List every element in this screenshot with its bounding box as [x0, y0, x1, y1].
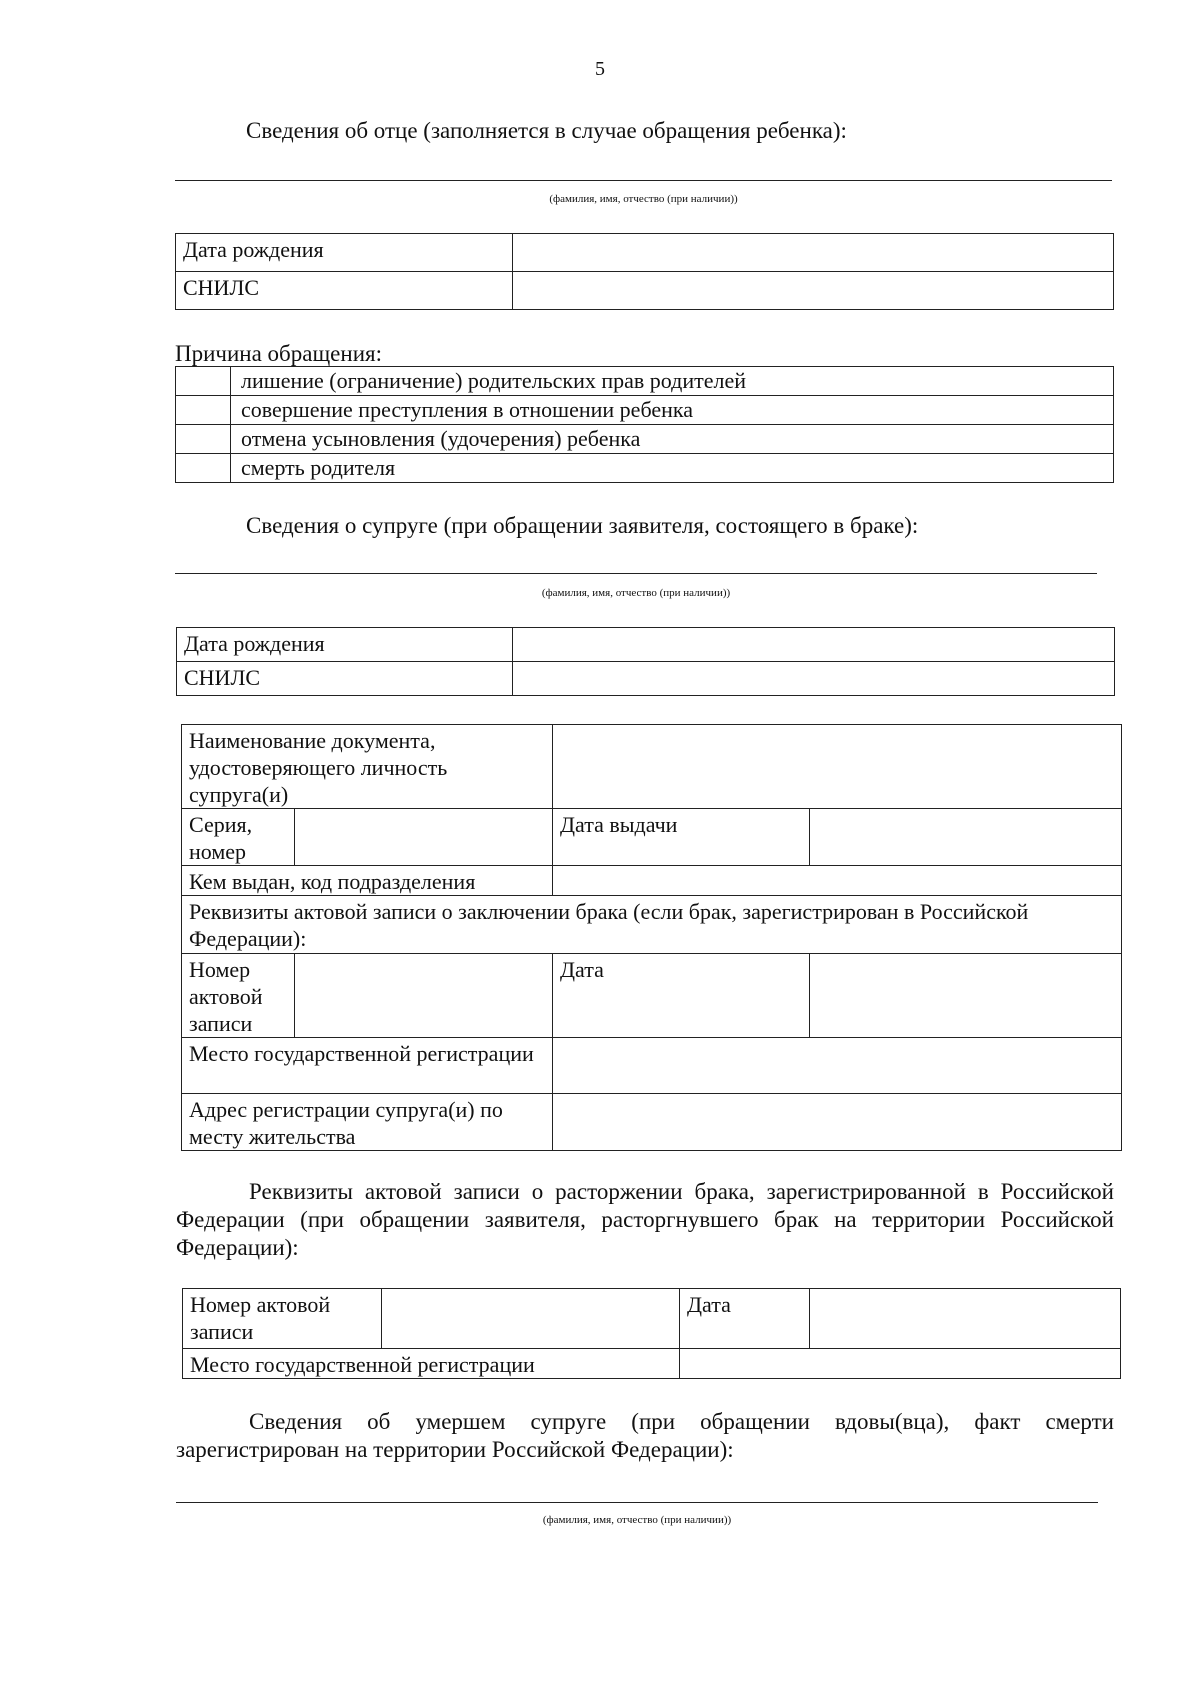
reason-checkbox[interactable]	[176, 396, 231, 425]
series-number-field[interactable]	[295, 809, 553, 866]
spouse-snils-label: СНИЛС	[177, 662, 513, 696]
divorce-date-label: Дата	[680, 1289, 810, 1349]
spouse-document-table	[181, 724, 1122, 1151]
reason-title: Причина обращения:	[175, 341, 382, 366]
divorce-paragraph-line: Федерации (при обращении заявителя, расторгнувшего брак на территории Российской	[176, 1207, 1114, 1232]
reason-checkbox[interactable]	[176, 367, 231, 396]
father-name-line[interactable]	[175, 180, 1112, 181]
spouse-snils-field[interactable]	[513, 662, 1115, 696]
issued-by-field[interactable]	[553, 866, 1122, 896]
spouse-info-table	[176, 627, 1115, 696]
issued-by-label: Кем выдан, код подразделения	[182, 866, 553, 896]
registration-place-field[interactable]	[553, 1038, 1122, 1094]
spouse-name-line[interactable]	[175, 573, 1097, 574]
deceased-paragraph-line: зарегистрирован на территории Российской Федерации):	[176, 1437, 734, 1462]
spouse-birthdate-label: Дата рождения	[177, 628, 513, 662]
series-number-label: Серия, номер	[182, 809, 295, 866]
marriage-record-date-field[interactable]	[810, 954, 1122, 1038]
spouse-heading: Сведения о супруге (при обращении заявителя, состоящего в браке):	[246, 513, 919, 538]
doc-name-label: Наименование документа, удостоверяющего личность супруга(и)	[182, 725, 553, 809]
divorce-paragraph-line: Реквизиты актовой записи о расторжении брака, зарегистрированной в Российской	[249, 1179, 1114, 1204]
deceased-name-line[interactable]	[176, 1502, 1098, 1503]
reason-checkbox[interactable]	[176, 454, 231, 483]
issue-date-field[interactable]	[810, 809, 1122, 866]
registration-place-label: Место государственной регистрации	[182, 1038, 553, 1094]
deceased-name-caption: (фамилия, имя, отчество (при наличии))	[542, 1514, 732, 1526]
divorce-registration-place-field[interactable]	[680, 1349, 1121, 1379]
father-snils-label: СНИЛС	[176, 272, 513, 310]
father-name-caption: (фамилия, имя, отчество (при наличии))	[549, 193, 738, 205]
reason-table	[175, 366, 1114, 483]
father-birthdate-label: Дата рождения	[176, 234, 513, 272]
reason-label: совершение преступления в отношении ребенка	[231, 396, 1114, 425]
divorce-registration-place-label: Место государственной регистрации	[183, 1349, 680, 1379]
divorce-paragraph-line: Федерации):	[176, 1235, 299, 1260]
father-birthdate-field[interactable]	[513, 234, 1114, 272]
marriage-record-number-field[interactable]	[295, 954, 553, 1038]
spouse-address-label: Адрес регистрации супруга(и) по месту жительства	[182, 1094, 553, 1151]
reason-label: смерть родителя	[231, 454, 1114, 483]
page-number: 5	[595, 58, 605, 80]
marriage-record-number-label: Номер актовой записи	[182, 954, 295, 1038]
spouse-name-caption: (фамилия, имя, отчество (при наличии))	[541, 587, 731, 599]
father-snils-field[interactable]	[513, 272, 1114, 310]
divorce-date-field[interactable]	[810, 1289, 1121, 1349]
reason-label: отмена усыновления (удочерения) ребенка	[231, 425, 1114, 454]
father-info-table	[175, 233, 1114, 310]
divorce-paragraph	[176, 1178, 1114, 1262]
divorce-table	[182, 1288, 1121, 1379]
divorce-record-number-label: Номер актовой записи	[183, 1289, 382, 1349]
spouse-birthdate-field[interactable]	[513, 628, 1115, 662]
father-heading: Сведения об отце (заполняется в случае обращения ребенка):	[246, 118, 847, 143]
divorce-record-number-field[interactable]	[382, 1289, 680, 1349]
doc-name-field[interactable]	[553, 725, 1122, 809]
reason-checkbox[interactable]	[176, 425, 231, 454]
deceased-paragraph	[176, 1408, 1114, 1464]
issue-date-label: Дата выдачи	[553, 809, 810, 866]
spouse-address-field[interactable]	[553, 1094, 1122, 1151]
marriage-record-date-label: Дата	[553, 954, 810, 1038]
reason-label: лишение (ограничение) родительских прав родителей	[231, 367, 1114, 396]
marriage-record-label: Реквизиты актовой записи о заключении брака (если брак, зарегистрирован в Российской Федерации):	[182, 896, 1122, 954]
deceased-paragraph-line: Сведения об умершем супруге (при обращении вдовы(вца), факт смерти	[249, 1409, 1114, 1434]
